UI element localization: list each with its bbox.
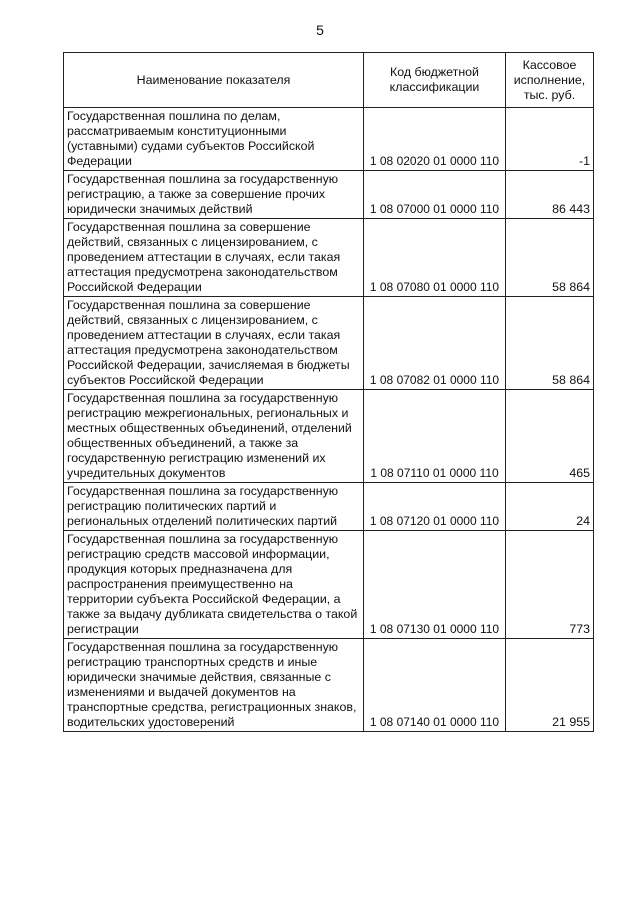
row-code: 1 08 02020 01 0000 110 xyxy=(364,108,506,171)
table-row xyxy=(64,297,594,390)
row-value: 86 443 xyxy=(506,171,594,219)
table-row xyxy=(64,108,594,171)
header-name: Наименование показателя xyxy=(64,53,364,108)
row-name: Государственная пошлина за совершение действий, связанных с лицензированием, с проведением аттестации в случаях, если такая аттестация предусмотрена законодательством Российской Федерации, зачисляемая в бюджеты субъектов Российской Федерации xyxy=(64,297,364,390)
budget-table xyxy=(63,52,594,732)
table-row xyxy=(64,390,594,483)
table-row xyxy=(64,531,594,639)
row-code: 1 08 07110 01 0000 110 xyxy=(364,390,506,483)
row-code: 1 08 07082 01 0000 110 xyxy=(364,297,506,390)
row-code: 1 08 07000 01 0000 110 xyxy=(364,171,506,219)
row-value: 24 xyxy=(506,483,594,531)
row-name: Государственная пошлина за государственную регистрацию транспортных средств и иные юридически значимые действия, связанные с изменениями и выдачей документов на транспортные средства, регистрационных знаков, водительских удостоверений xyxy=(64,639,364,732)
page-number: 5 xyxy=(316,22,324,38)
row-code: 1 08 07120 01 0000 110 xyxy=(364,483,506,531)
row-name: Государственная пошлина за совершение действий, связанных с лицензированием, с проведением аттестации в случаях, если такая аттестация предусмотрена законодательством Российской Федерации xyxy=(64,219,364,297)
row-value: 773 xyxy=(506,531,594,639)
row-code: 1 08 07130 01 0000 110 xyxy=(364,531,506,639)
row-name: Государственная пошлина за государственную регистрацию средств массовой информации, продукция которых предназначена для распространения преимущественно на территории субъекта Российской Федерации, а также за выдачу дубликата свидетельства о такой регистрации xyxy=(64,531,364,639)
row-value: -1 xyxy=(506,108,594,171)
row-name: Государственная пошлина за государственную регистрацию, а также за совершение прочих юридически значимых действий xyxy=(64,171,364,219)
table-row xyxy=(64,171,594,219)
row-value: 21 955 xyxy=(506,639,594,732)
header-value: Кассовое исполнение, тыс. руб. xyxy=(506,53,594,108)
row-value: 465 xyxy=(506,390,594,483)
table-header-row xyxy=(64,53,594,108)
row-value: 58 864 xyxy=(506,297,594,390)
table-row xyxy=(64,219,594,297)
row-value: 58 864 xyxy=(506,219,594,297)
row-name: Государственная пошлина за государственную регистрацию межрегиональных, региональных и местных общественных объединений, отделений общественных объединений, а также за государственную регистрацию изменений их учредительных документов xyxy=(64,390,364,483)
row-code: 1 08 07140 01 0000 110 xyxy=(364,639,506,732)
table-row xyxy=(64,639,594,732)
table-row xyxy=(64,483,594,531)
row-code: 1 08 07080 01 0000 110 xyxy=(364,219,506,297)
header-code: Код бюджетной классификации xyxy=(364,53,506,108)
row-name: Государственная пошлина за государственную регистрацию политических партий и региональных отделений политических партий xyxy=(64,483,364,531)
row-name: Государственная пошлина по делам, рассматриваемым конституционными (уставными) судами субъектов Российской Федерации xyxy=(64,108,364,171)
